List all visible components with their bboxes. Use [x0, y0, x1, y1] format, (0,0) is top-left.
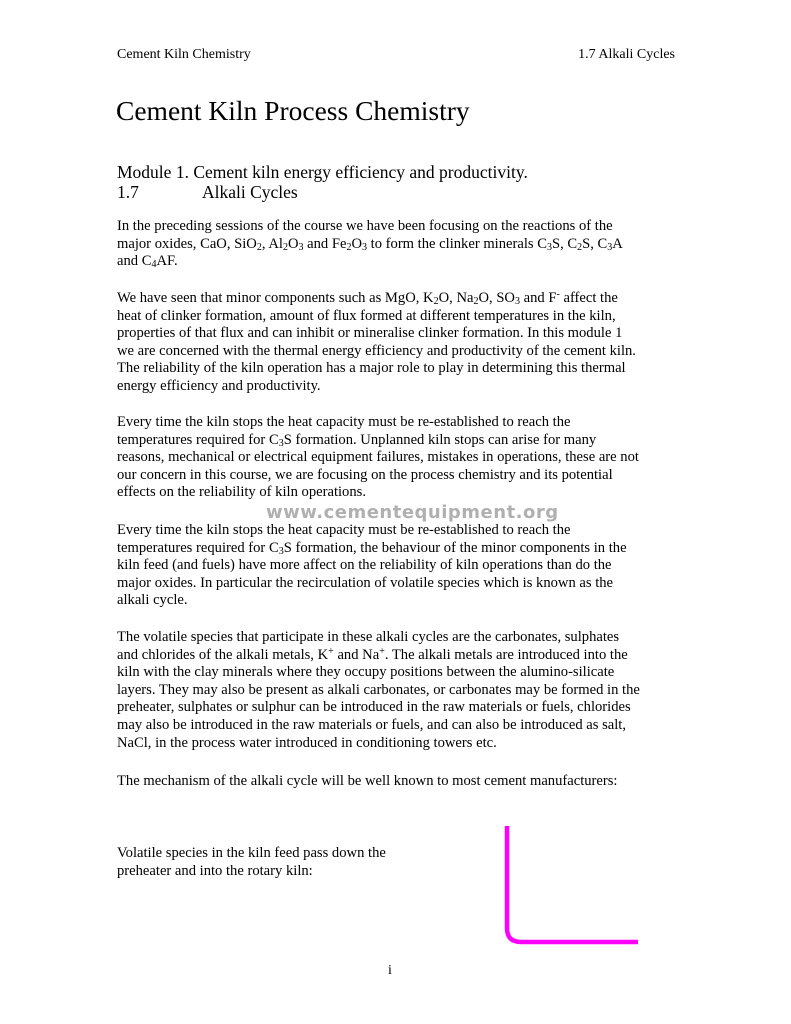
p5-line-5: preheater, sulphates or sulphur can be introduced in the raw materials or fuels, chlorides — [117, 699, 631, 716]
section-number: 1.7 — [117, 182, 139, 202]
p4-line-5: alkali cycle. — [117, 592, 188, 609]
diagram-preheater-kiln-line — [507, 826, 638, 942]
alkali-cycle-diagram — [498, 820, 648, 952]
p3-line-4: our concern in this course, we are focusing on the process chemistry and its potential — [117, 466, 613, 483]
paragraph-minor-components — [117, 290, 677, 396]
p1-line-1: In the preceding sessions of the course we have been focusing on the reactions of the — [117, 218, 613, 234]
p2-line-4: we are concerned with the thermal energy efficiency and productivity of the cement kiln. — [117, 342, 636, 359]
p5-line-1: The volatile species that participate in these alkali cycles are the carbonates, sulphates — [117, 629, 620, 645]
p5-line-4: layers. They may also be present as alkali carbonates, or carbonates may be formed in the — [117, 681, 640, 698]
p5-line-2: and chlorides of the alkali metals, K+ and Na+. The alkali metals are introduced into the — [117, 645, 628, 663]
running-header-right: 1.7 Alkali Cycles — [578, 47, 675, 62]
p4-line-3: kiln feed (and fuels) have more affect on the reliability of kiln operations than do the — [117, 557, 612, 574]
running-header-left: Cement Kiln Chemistry — [117, 47, 251, 62]
p3-line-2: temperatures required for $C_3S$ formation. Unplanned kiln stops can arise for many — [117, 431, 597, 449]
p2-line-6: energy efficiency and productivity. — [117, 377, 321, 394]
p3-line-3: reasons, mechanical or electrical equipment failures, mistakes in operations, these are not — [117, 449, 639, 466]
paragraph-volatile-species — [117, 629, 677, 752]
page-number: i — [388, 963, 392, 978]
paragraph-minor-components-reliability — [117, 522, 677, 610]
diagram-caption — [117, 845, 437, 880]
p4-line-1: Every time the kiln stops the heat capacity must be re-established to reach the — [117, 522, 571, 538]
p5-line-6: may also be introduced in the raw materials or fuels, and can also be introduced as salt, — [117, 716, 626, 733]
watermark: www.cementequipment.org — [266, 502, 559, 523]
paragraph-major-oxides — [117, 218, 677, 271]
p2-line-3: properties of that flux and can inhibit or mineralise clinker formation. In this module 1 — [117, 325, 623, 342]
p3-line-1: Every time the kiln stops the heat capacity must be re-established to reach the — [117, 414, 571, 430]
module-heading: Module 1. Cement kiln energy efficiency and productivity. — [117, 162, 528, 182]
p1-line-3: and $C_4AF$. — [117, 253, 178, 271]
p1-line-2: major oxides, CaO, SiO$_2$, $Al_2O_3$ and $Fe_2O_3$ to form the clinker minerals $C_3S$, $C_2S$, $C_3A$ — [117, 235, 623, 253]
paragraph-kiln-stops — [117, 414, 677, 502]
p4-line-2: temperatures required for $C_3S$ formation, the behaviour of the minor components in the — [117, 539, 627, 557]
p2-line-5: The reliability of the kiln operation has a major role to play in determining this thermal — [117, 360, 626, 377]
p2-line-2: heat of clinker formation, amount of flux formed at different temperatures in the kiln, — [117, 307, 616, 324]
caption-line-2: preheater and into the rotary kiln: — [117, 862, 313, 879]
caption-line-1: Volatile species in the kiln feed pass down the — [117, 845, 386, 861]
p3-line-5: effects on the reliability of kiln operations. — [117, 484, 366, 501]
paragraph-mechanism — [117, 773, 677, 791]
p6-line-1: The mechanism of the alkali cycle will be well known to most cement manufacturers: — [117, 773, 618, 789]
section-title: Alkali Cycles — [202, 182, 298, 202]
p4-line-4: major oxides. In particular the recirculation of volatile species which is known as the — [117, 574, 614, 591]
p2-line-1: We have seen that minor components such as MgO, $K_2O$, $Na_2O$, $SO_3$ and F- affect the — [117, 289, 618, 307]
document-title: Cement Kiln Process Chemistry — [116, 95, 470, 126]
p5-line-3: kiln with the clay minerals where they occupy positions between the alumino-silicate — [117, 664, 615, 681]
p5-line-7: NaCl, in the process water introduced in conditioning towers etc. — [117, 734, 497, 751]
